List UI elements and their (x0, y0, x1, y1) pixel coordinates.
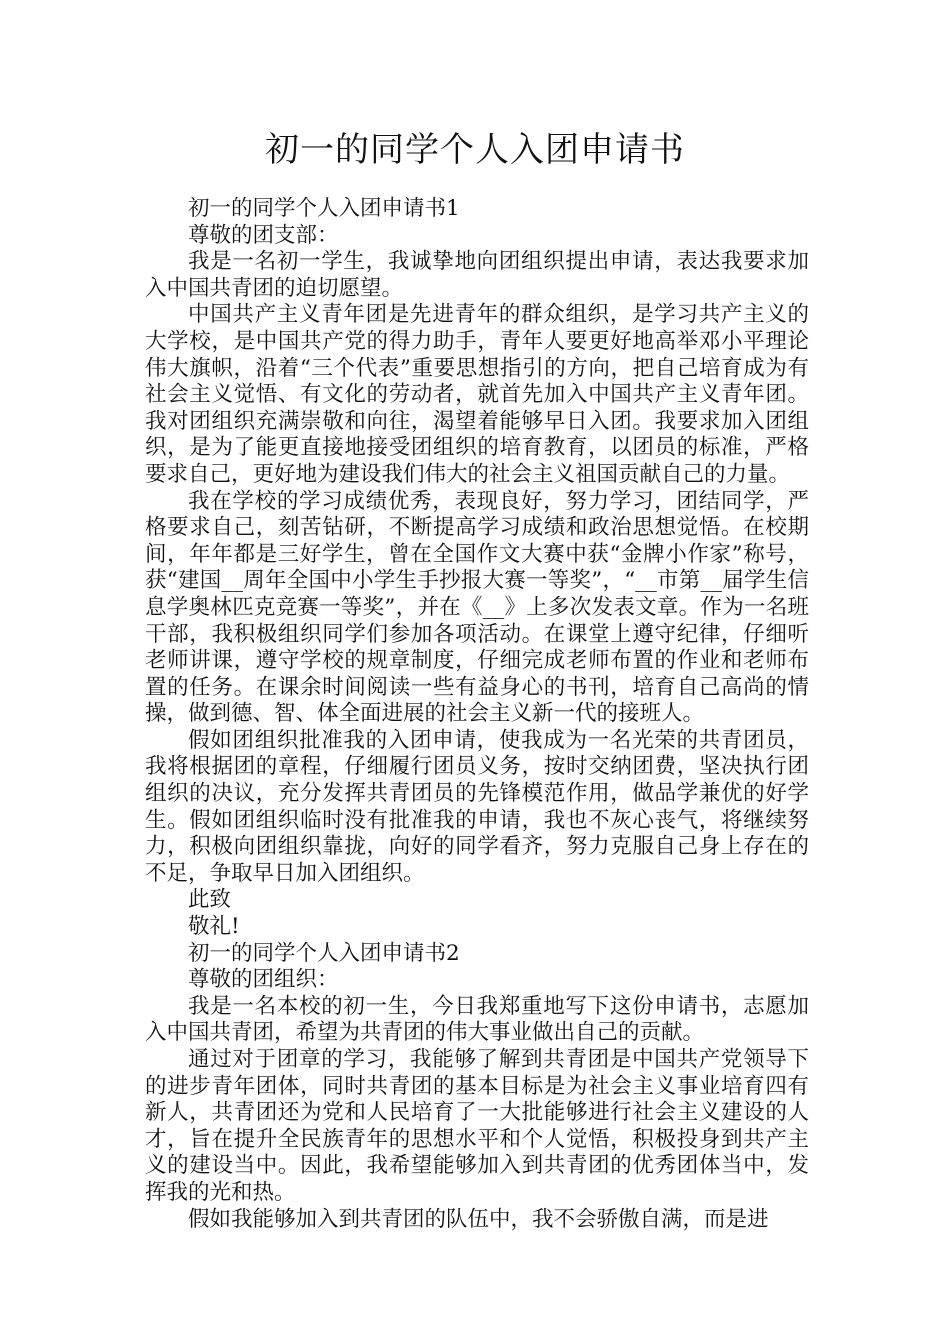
document-body (145, 196, 809, 1233)
closing-salute: 敬礼! (188, 914, 240, 940)
body-paragraph: 我是一名初一学生，我诚挚地向团组织提出申请，表达我要求加入中国共青团的迫切愿望。 (145, 249, 809, 301)
section-heading-1: 初一的同学个人入团申请书1 (188, 196, 460, 221)
body-paragraph: 假如我能够加入到共青团的队伍中，我不会骄傲自满，而是进 (188, 1206, 769, 1232)
body-paragraph: 我在学校的学习成绩优秀，表现良好，努力学习，团结同学，严格要求自己，刻苦钻研，不断提高学习成绩和政治思想觉悟。在校期间，年年都是三好学生，曾在全国作文大赛中获“金牌小作家”称号，获“建国__周年全国中小学生手抄报大赛一等奖”，“__市第__届学生信息学奥林匹克竞赛一等奖”，并在《__》上多次发表文章。作为一名班干部，我积极组织同学们参加各项活动。在课堂上遵守纪律，仔细听老师讲课，遵守学校的规章制度，仔细完成老师布置的作业和老师布置的任务。在课余时间阅读一些有益身心的书刊，培育自己高尚的情操，做到德、智、体全面进展的社会主义新一代的接班人。 (145, 488, 809, 727)
body-paragraph: 假如团组织批准我的入团申请，使我成为一名光荣的共青团员，我将根据团的章程，仔细履行团员义务，按时交纳团费，坚决执行团组织的决议，充分发挥共青团员的先锋模范作用，做品学兼优的好学生。假如团组织临时没有批准我的申请，我也不灰心丧气，将继续努力，积极向团组织靠拢，向好的同学看齐，努力克服自己身上存在的不足，争取早日加入团组织。 (145, 727, 809, 886)
salutation-1: 尊敬的团支部： (188, 222, 339, 248)
body-paragraph: 通过对于团章的学习，我能够了解到共青团是中国共产党领导下的进步青年团体，同时共青团的基本目标是为社会主义事业培育四有新人，共青团还为党和人民培育了一大批能够进行社会主义建设的人才，旨在提升全民族青年的思想水平和个人觉悟，积极投身到共产主义的建设当中。因此，我希望能够加入到共青团的优秀团体当中，发挥我的光和热。 (145, 1047, 809, 1205)
body-paragraph: 我是一名本校的初一生，今日我郑重地写下这份申请书，志愿加入中国共青团，希望为共青团的伟大事业做出自己的贡献。 (145, 993, 809, 1046)
closing-line: 此致 (188, 887, 232, 913)
section-heading-2: 初一的同学个人入团申请书2 (188, 940, 460, 966)
salutation-2: 尊敬的团组织： (188, 967, 339, 993)
document-title: 初一的同学个人入团申请书 (265, 130, 685, 170)
body-paragraph: 中国共产主义青年团是先进青年的群众组织，是学习共产主义的大学校，是中国共产党的得力助手，青年人要更好地高举邓小平理论伟大旗帜，沿着“三个代表”重要思想指引的方向，把自己培育成为有社会主义觉悟、有文化的劳动者，就首先加入中国共产主义青年团。我对团组织充满崇敬和向往，渴望着能够早日入团。我要求加入团组织，是为了能更直接地接受团组织的培育教育，以团员的标准，严格要求自己，更好地为建设我们伟大的社会主义祖国贡献自己的力量。 (145, 302, 809, 487)
